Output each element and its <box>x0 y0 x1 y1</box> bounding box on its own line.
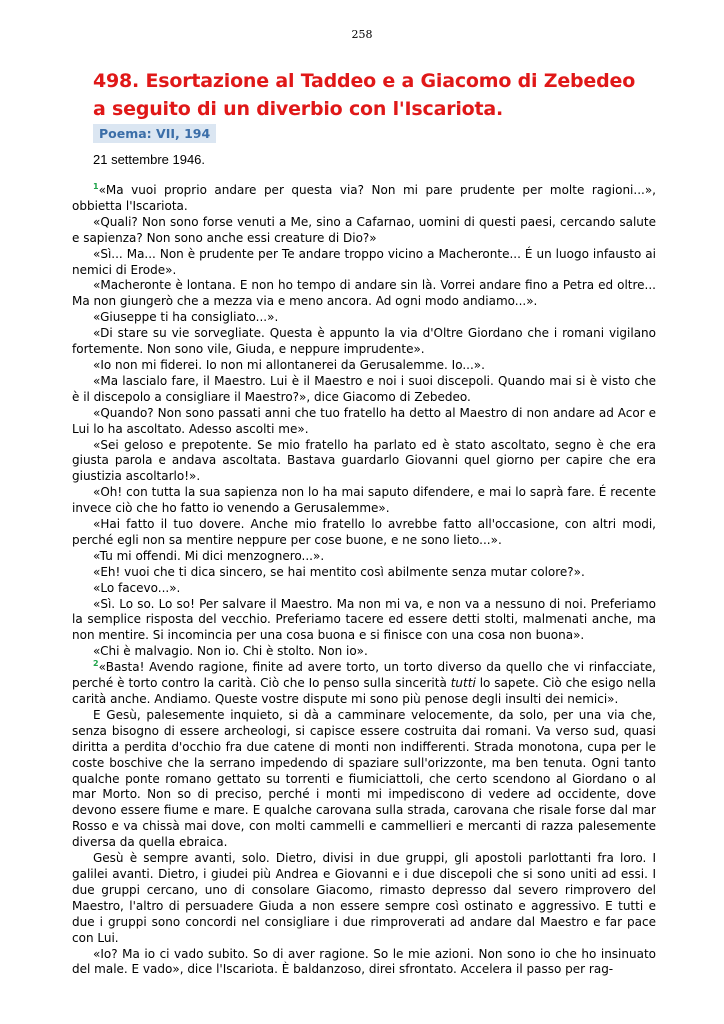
paragraph: «Hai fatto il tuo dovere. Anche mio fratello lo avrebbe fatto all'occasione, con altri modi, perché egli non sa mentire neppure per cose buone, e ne sono lieto...». <box>72 517 656 547</box>
chapter-title <box>93 67 683 123</box>
paragraph: «Lo facevo...». <box>93 580 181 595</box>
paragraph: «Sì... Ma... Non è prudente per Te andare troppo vicino a Macheronte... É un luogo infausto ai nemici di Erode». <box>72 246 656 277</box>
paragraph: «Io? Ma io ci vado subito. So di aver ragione. So le mie azioni. Non sono io che ho insinuato del male. E vado», dice l'Iscariota. È baldanzoso, direi sfrontato. Accelera il passo per rag- <box>72 946 656 977</box>
paragraph: «Sì. Lo so. Lo so! Per salvare il Maestro. Ma non mi va, e non va a nessuno di noi. Preferiamo la semplice risposta del vecchio. Preferiamo tacere ed essere detti stolti, malmenati anche, ma non mentire. Si incomincia per una cosa buona e si finisce con una cosa non buona». <box>72 596 656 643</box>
paragraph: «Di stare su vie sorvegliate. Questa è appunto la via d'Oltre Giordano che i romani vigilano fortemente. Non sono vile, Giuda, e neppure imprudente». <box>72 326 656 357</box>
paragraph: «Ma lascialo fare, il Maestro. Lui è il Maestro e noi i suoi discepoli. Quando mai si è visto che è il discepolo a consigliare il Maestro?», dice Giacomo di Zebedeo. <box>72 373 656 404</box>
paragraph: «Sei geloso e prepotente. Se mio fratello ha parlato ed è stato ascoltato, segno è che era giusta parola e andava ascoltata. Bastava guardarlo Giovanni quel giorno per capire che era giustizia ascoltarlo!». <box>72 437 656 484</box>
paragraph: «Eh! vuoi che ti dica sincero, se hai mentito così abilmente senza mutar colore?». <box>93 564 585 579</box>
page-number: 258 <box>351 28 373 41</box>
chapter-title-line-1: 498. Esortazione al Taddeo e a Giacomo di Zebedeo <box>93 70 636 92</box>
paragraph: «Tu mi offendi. Mi dici menzognero...». <box>93 548 325 563</box>
paragraph-text: «Basta! Avendo ragione, finite ad avere torto, un torto diverso da quello che vi rinfacciate, perché è torto contro la carità. Ciò che Io penso sulla sincerità <box>72 660 656 691</box>
paragraph: «Macheronte è lontana. E non ho tempo di andare sin là. Vorrei andare fino a Petra ed oltre... Ma non giungerò che a mezza via e meno ancora. Ad ogni modo andiamo...». <box>72 278 656 309</box>
paragraph <box>72 183 656 215</box>
chapter-body <box>72 183 656 978</box>
verse-number: 2 <box>93 659 99 669</box>
paragraph: Gesù è sempre avanti, solo. Dietro, divisi in due gruppi, gli apostoli parlottanti fra loro. I galilei avanti. Dietro, i giudei più Andrea e Giovanni e i due discepoli che si sono uniti ad essi. I due gruppi cercano, uno di consolare Giacomo, rimasto depresso dal severo rimprovero del Maestro, l'altro di persuadere Giuda a non essere sempre così ostinato e aggressivo. E tutti e due i gruppi sono concordi nel consigliare i due rimproverati ad andare dal Maestro e far pace con Lui. <box>72 851 656 945</box>
paragraph: «Chi è malvagio. Non io. Chi è stolto. Non io». <box>93 644 368 659</box>
paragraph: «Oh! con tutta la sua sapienza non lo ha mai saputo difendere, e mai lo saprà fare. É recente invece ciò che ho fatto io venendo a Gerusalemme». <box>72 485 656 516</box>
poem-reference-link[interactable]: Poema: VII, 194 <box>93 124 216 143</box>
paragraph: «Quali? Non sono forse venuti a Me, sino a Cafarnao, uomini di questi paesi, cercando salute e sapienza? Non sono anche essi creature di Dio?» <box>72 214 656 245</box>
emphasized-word: tutti <box>450 676 476 691</box>
verse-number: 1 <box>93 182 99 191</box>
chapter-date: 21 settembre 1946. <box>93 152 206 167</box>
paragraph: E Gesù, palesemente inquieto, si dà a camminare velocemente, da solo, per una via che, senza bisogno di essere archeologi, si capisce essere costruita dai romani. Va verso sud, quasi diritta a perdita d'occhio fra due catene di monti non indifferenti. Strada monotona, cupa per le coste boschive che la serrano impedendo di spaziare sull'orizzonte, ma ben tenuta. Ogni tanto qualche ponte romano gettato su torrenti e fiumiciattoli, che certo scendono al Giordano o al mar Morto. Non so di preciso, perché i monti mi impediscono di vedere ad occidente, dove devono essere fiume e mare. E qualche carovana sulla strada, carovana che risale forse dal mar Rosso e va chissà mai dove, con molti cammelli e cammellieri e mercanti di razza palesemente diversa da quella ebraica. <box>72 707 656 850</box>
paragraph <box>72 660 656 708</box>
paragraph-text: «Ma vuoi proprio andare per questa via? Non mi pare prudente per molte ragioni...», obbietta l'Iscariota. <box>72 183 656 213</box>
paragraph: «Io non mi fiderei. Io non mi allontanerei da Gerusalemme. Io...». <box>93 357 485 372</box>
paragraph: «Giuseppe ti ha consigliato...». <box>93 310 279 325</box>
chapter-title-line-2: a seguito di un diverbio con l'Iscariota. <box>93 98 504 120</box>
paragraph-text: lo sapete. Ciò che esigo nella carità anche. Andiamo. Queste vostre dispute mi sono più penose degli insulti dei nemici». <box>72 676 656 706</box>
paragraph: «Quando? Non sono passati anni che tuo fratello ha detto al Maestro di non andare ad Acor e Lui lo ha ascoltato. Adesso ascolti me». <box>72 405 656 436</box>
